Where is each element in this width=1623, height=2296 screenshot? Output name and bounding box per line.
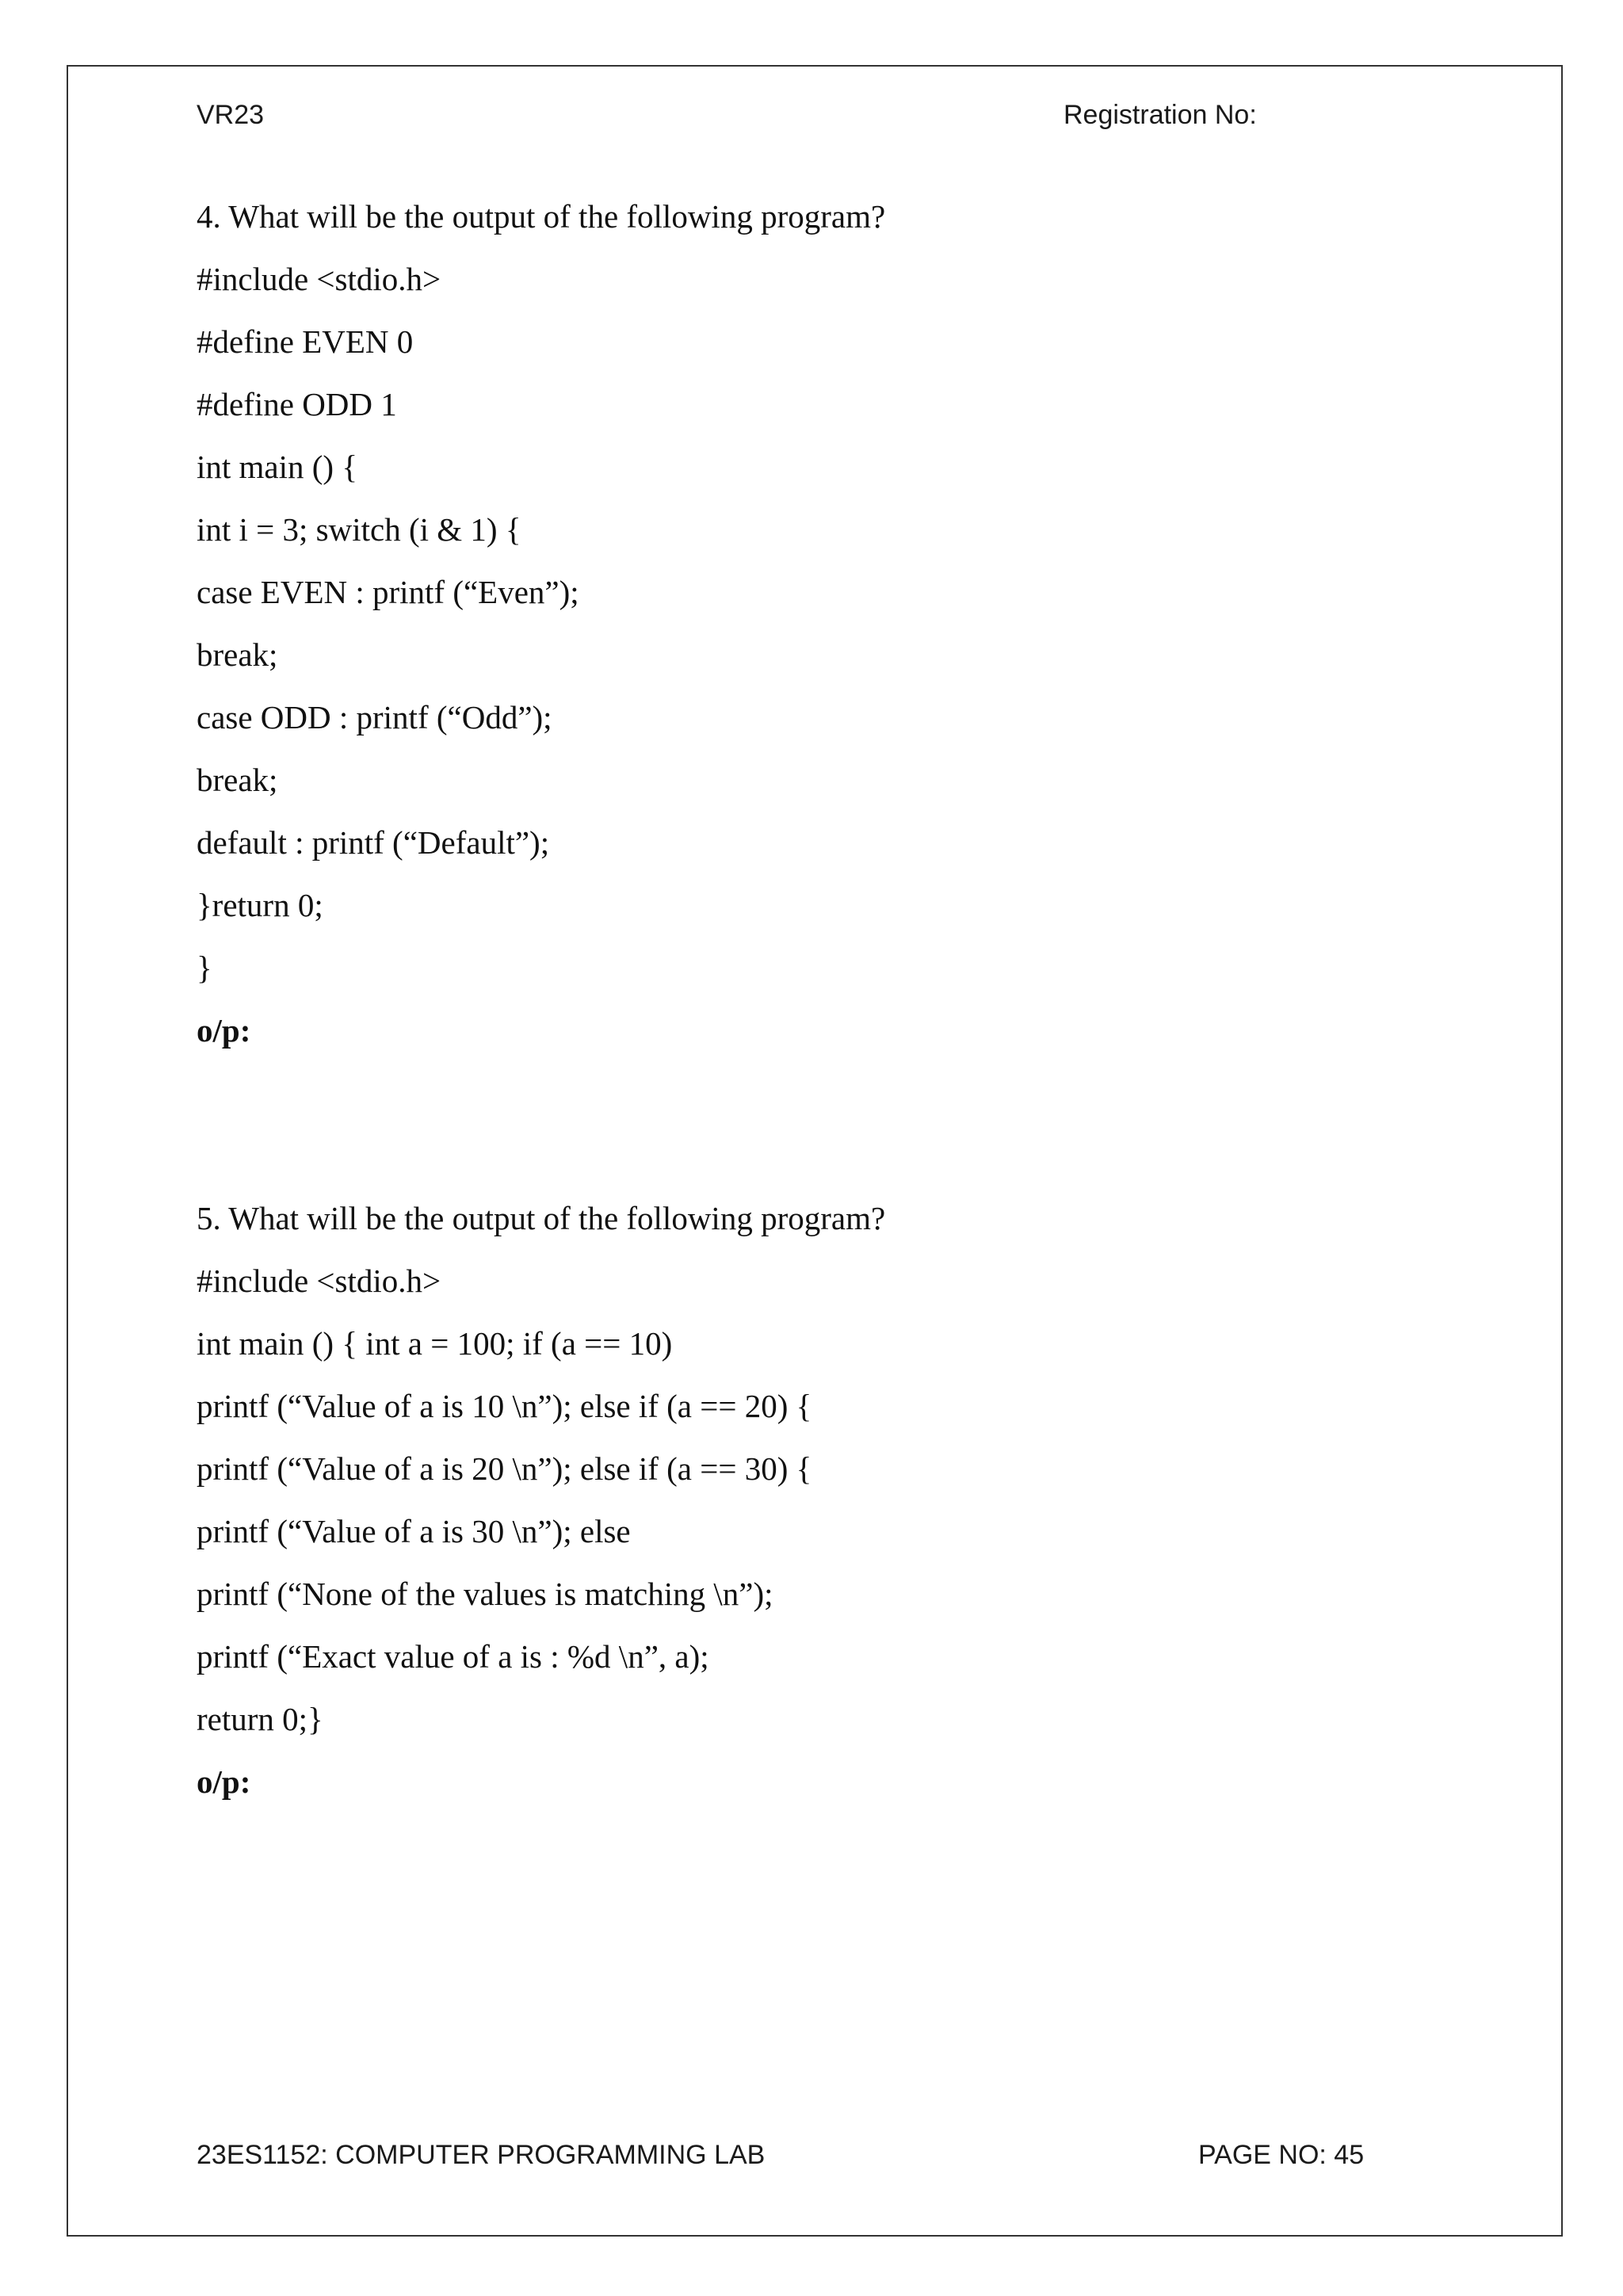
code-line: } [197, 949, 212, 986]
code-line: return 0;} [197, 1701, 323, 1737]
code-line: break; [197, 636, 278, 673]
header-regulation: VR23 [197, 100, 265, 130]
question-5-prompt: 5. What will be the output of the following program? [197, 1200, 886, 1236]
question-4-prompt: 4. What will be the output of the following program? [197, 198, 886, 235]
code-line: case ODD : printf (“Odd”); [197, 699, 552, 735]
code-line: printf (“Exact value of a is : %d \n”, a); [197, 1638, 709, 1675]
code-line: #include <stdio.h> [197, 261, 441, 297]
code-line: int main () { int a = 100; if (a == 10) [197, 1325, 673, 1362]
output-label: o/p: [197, 1763, 251, 1800]
question-5 [197, 1187, 885, 1813]
code-line: #define EVEN 0 [197, 323, 414, 360]
code-line: #define ODD 1 [197, 386, 397, 422]
code-line: int main () { [197, 449, 357, 485]
code-line: printf (“None of the values is matching \n”); [197, 1576, 773, 1612]
output-label: o/p: [197, 1012, 251, 1049]
footer-page-number: PAGE NO: 45 [1198, 2140, 1365, 2170]
code-line: break; [197, 762, 278, 798]
code-line: printf (“Value of a is 30 \n”); else [197, 1513, 631, 1549]
code-line: printf (“Value of a is 10 \n”); else if (a == 20) { [197, 1388, 812, 1424]
code-line: int i = 3; switch (i & 1) { [197, 511, 521, 548]
code-line: case EVEN : printf (“Even”); [197, 574, 579, 610]
header-registration-label: Registration No: [1064, 100, 1257, 130]
code-line: #include <stdio.h> [197, 1263, 441, 1299]
code-line: printf (“Value of a is 20 \n”); else if (a == 30) { [197, 1450, 812, 1487]
footer-course-title: 23ES1152: COMPUTER PROGRAMMING LAB [197, 2140, 766, 2170]
code-line: }return 0; [197, 887, 323, 923]
question-4 [197, 185, 885, 1062]
code-line: default : printf (“Default”); [197, 824, 550, 861]
